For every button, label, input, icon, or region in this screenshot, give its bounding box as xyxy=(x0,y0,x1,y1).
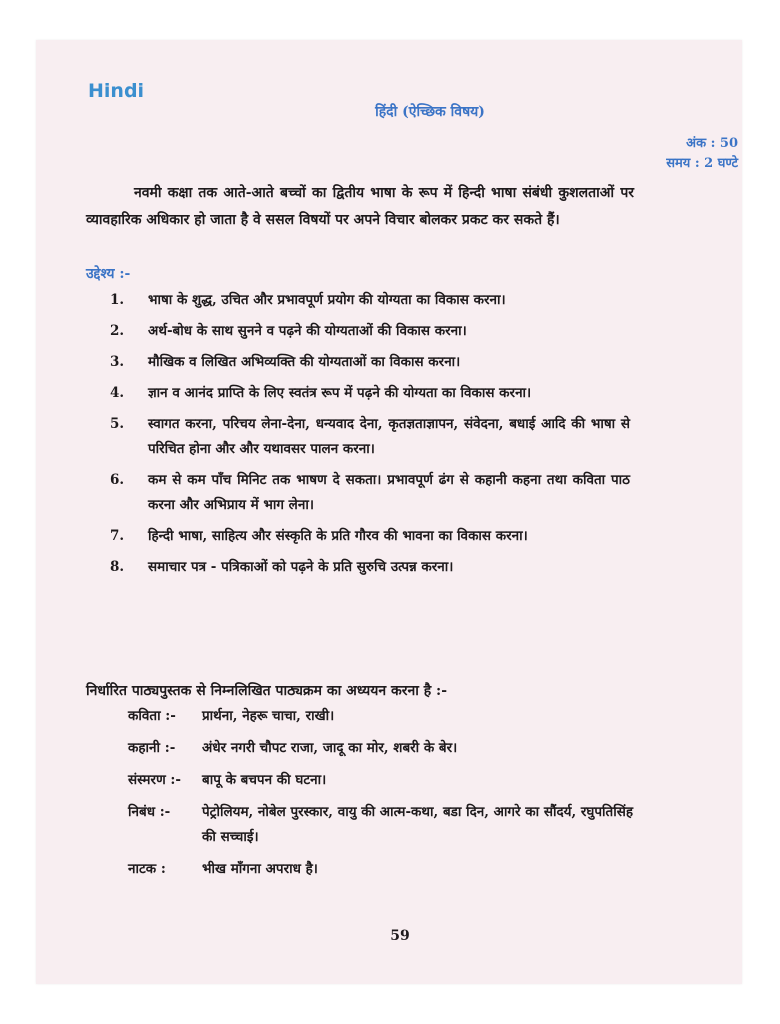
item-text: ज्ञान व आनंद प्राप्ति के लिए स्वतंत्र रूप में पढ़ने की योग्यता का विकास करना। xyxy=(148,385,532,401)
syllabus-items: अंधेर नगरी चौपट राजा, जादू का मोर, शबरी के बेर। xyxy=(202,740,458,756)
list-item xyxy=(110,350,630,375)
item-number: 1. xyxy=(110,292,125,308)
syllabus-items: बापू के बचपन की घटना। xyxy=(202,772,327,788)
list-item xyxy=(110,412,630,462)
section-label: Hindi xyxy=(88,80,145,102)
syllabus-heading: निर्धारित पाठ्यपुस्तक से निम्नलिखित पाठ्यक्रम का अध्ययन करना है :- xyxy=(86,683,448,699)
syllabus-row xyxy=(128,736,648,761)
syllabus-list xyxy=(128,704,648,889)
syllabus-row xyxy=(128,800,648,850)
list-item xyxy=(110,468,630,518)
objectives-list xyxy=(110,288,630,586)
page-title: हिंदी (ऐच्छिक विषय) xyxy=(375,104,485,120)
intro-text: नवमी कक्षा तक आते-आते बच्चों का द्वितीय भाषा के रूप में हिन्दी भाषा संबंधी कुशलताओं पर व्यावहारिक अधिकार हो जाता है वे ससल विषयों पर अपने विचार बोलकर प्रकट कर सकते हैं। xyxy=(86,185,634,228)
syllabus-items: पेट्रोलियम, नोबेल पुरस्कार, वायु की आत्म-कथा, बडा दिन, आगरे का सौंदर्य, रघुपतिसिंह की सच्चाई। xyxy=(202,804,633,845)
item-number: 4. xyxy=(110,385,125,401)
syllabus-items: प्रार्थना, नेहरू चाचा, राखी। xyxy=(202,708,335,724)
item-text: मौखिक व लिखित अभिव्यक्ति की योग्यताओं का विकास करना। xyxy=(148,354,461,370)
list-item xyxy=(110,524,630,549)
syllabus-row xyxy=(128,768,648,793)
item-number: 8. xyxy=(110,559,125,575)
item-number: 5. xyxy=(110,416,125,432)
syllabus-category: संस्मरण :- xyxy=(128,772,182,788)
item-text: स्वागत करना, परिचय लेना-देना, धन्यवाद देना, कृतज्ञताज्ञापन, संवेदना, बधाई आदि की भाषा से परिचित होना और और यथावसर पालन करना। xyxy=(148,416,630,457)
syllabus-row xyxy=(128,704,648,729)
objectives-heading: उद्देश्य :- xyxy=(86,266,131,282)
syllabus-row xyxy=(128,857,648,882)
syllabus-category: निबंध :- xyxy=(128,804,171,820)
syllabus-items: भीख माँगना अपराध है। xyxy=(202,861,318,877)
item-number: 3. xyxy=(110,354,125,370)
item-text: कम से कम पाँच मिनिट तक भाषण दे सकता। प्रभावपूर्ण ढंग से कहानी कहना तथा कविता पाठ करना और अभिप्राय में भाग लेना। xyxy=(148,472,630,513)
list-item xyxy=(110,381,630,406)
time-label: समय : 2 घण्टे xyxy=(666,156,738,171)
syllabus-category: कविता :- xyxy=(128,708,176,724)
list-item xyxy=(110,555,630,580)
item-text: अर्थ-बोध के साथ सुनने व पढ़ने की योग्यताओं की विकास करना। xyxy=(148,323,467,339)
item-number: 7. xyxy=(110,528,125,544)
item-text: भाषा के शुद्ध, उचित और प्रभावपूर्ण प्रयोग की योग्यता का विकास करना। xyxy=(148,292,506,308)
list-item xyxy=(110,288,630,313)
item-text: हिन्दी भाषा, साहित्य और संस्कृति के प्रति गौरव की भावना का विकास करना। xyxy=(148,528,528,544)
intro-paragraph xyxy=(86,180,634,234)
marks-label: अंक : 50 xyxy=(686,136,738,151)
page-number: 59 xyxy=(390,928,410,944)
exam-meta xyxy=(666,134,738,174)
list-item xyxy=(110,319,630,344)
item-text: समाचार पत्र - पत्रिकाओं को पढ़ने के प्रति सुरुचि उत्पन्न करना। xyxy=(148,559,454,575)
syllabus-category: नाटक : xyxy=(128,861,166,877)
item-number: 6. xyxy=(110,472,125,488)
item-number: 2. xyxy=(110,323,125,339)
syllabus-category: कहानी :- xyxy=(128,740,176,756)
